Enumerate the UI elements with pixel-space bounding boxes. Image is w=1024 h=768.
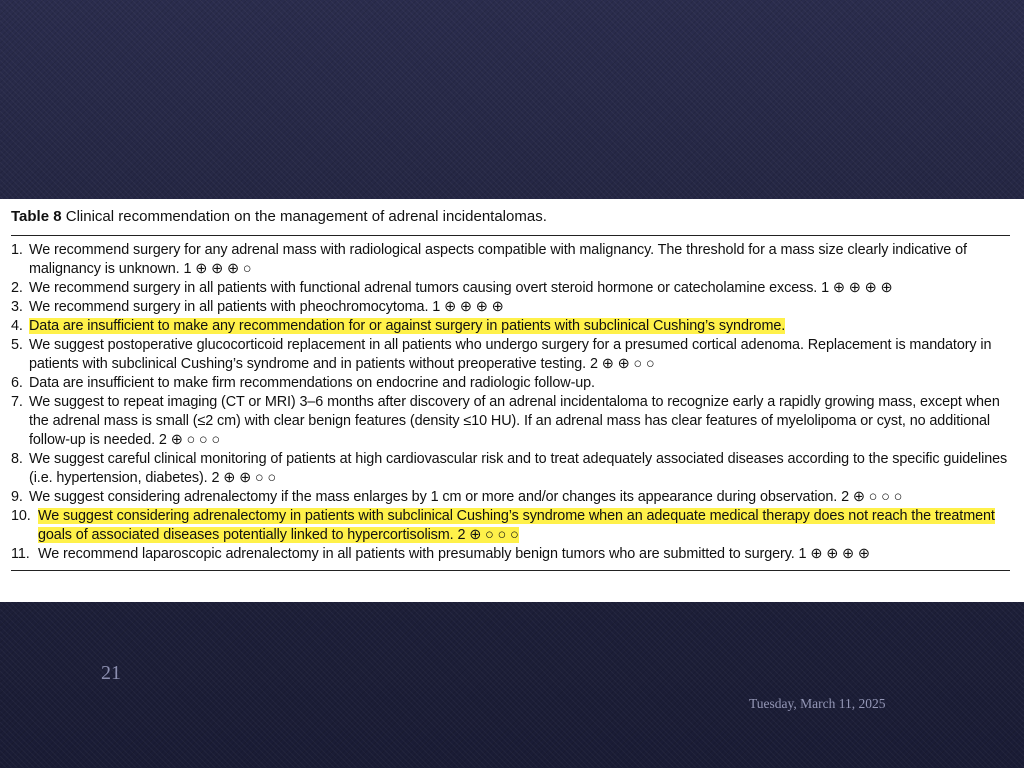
evidence-grade: 1 ⊕ ⊕ ⊕ ⊕ [432,299,504,315]
recommendation-body [29,280,892,296]
recommendation-body [29,375,595,391]
recommendation-text: We suggest to repeat imaging (CT or MRI) 3–6 months after discovery of an adrenal incidentaloma to recognize early a rapidly growing mass, except when the adrenal mass is small (≤2 cm) with clear benign features (density ≤10 HU). If an adrenal mass has clear features of myelolipoma or cyst, no additional follow-up is needed. [29,394,1000,448]
recommendation-list [11,241,1016,564]
recommendation-body [29,451,1007,486]
highlighted-recommendation-text [38,508,995,543]
evidence-grade: 2 ⊕ ○ ○ ○ [841,489,903,505]
table-bottom-rule [11,570,1010,571]
highlighted-recommendation-text [29,318,785,334]
recommendation-number: 11. [11,546,30,562]
recommendation-number: 3. [11,299,23,315]
recommendation-body [29,337,991,372]
recommendation-number: 8. [11,451,23,467]
recommendation-item [11,336,1016,374]
recommendation-body [29,299,504,315]
evidence-grade: 2 ⊕ ○ ○ ○ [158,432,221,448]
recommendation-number: 4. [11,318,23,334]
evidence-grade: 1 ⊕ ⊕ ⊕ ⊕ [798,546,870,562]
recommendation-number: 9. [11,489,23,505]
recommendation-body [38,546,870,562]
table-caption-text: Clinical recommendation on the management of adrenal incidentalomas. [65,208,547,225]
recommendation-item [11,488,1016,507]
recommendation-body [29,242,967,277]
table-caption [11,207,1016,231]
recommendation-item [11,317,1016,336]
recommendation-item [11,374,1016,393]
evidence-grade: 2 ⊕ ⊕ ○ ○ [211,470,277,486]
recommendation-text: We recommend laparoscopic adrenalectomy in all patients with presumably benign tumors who are submitted to surgery. [38,546,795,562]
slide-number: 21 [101,662,121,684]
table-panel [0,199,1024,602]
recommendation-text: We suggest considering adrenalectomy if the mass enlarges by 1 cm or more and/or changes its appearance during observation. [29,489,838,505]
evidence-grade: 1 ⊕ ⊕ ⊕ ⊕ [821,280,893,296]
evidence-grade: 1 ⊕ ⊕ ⊕ ○ [183,261,252,277]
recommendation-item [11,298,1016,317]
recommendation-body [29,489,902,505]
recommendation-number: 1. [11,242,23,258]
recommendation-number: 7. [11,394,23,410]
recommendation-item [11,393,1016,450]
evidence-grade: 2 ⊕ ○ ○ ○ [457,527,519,543]
recommendation-text: We recommend surgery for any adrenal mass with radiological aspects compatible with malignancy. The threshold for a mass size clearly indicative of malignancy is unknown. [29,242,967,277]
recommendation-number: 5. [11,337,23,353]
recommendation-text: We suggest postoperative glucocorticoid replacement in all patients who undergo surgery for a presumed cortical adenoma. Replacement is mandatory in patients with subclinical Cushing’s syndrome and in patients without preoperative testing. [29,337,992,372]
table-top-rule [11,235,1010,236]
recommendation-item [11,507,1016,545]
recommendation-item [11,241,1016,279]
recommendation-text: We recommend surgery in all patients with functional adrenal tumors causing overt steroid hormone or catecholamine excess. [29,280,818,296]
recommendation-number: 10. [11,508,31,524]
recommendation-text: We suggest careful clinical monitoring of patients at high cardiovascular risk and to treat adequately associated diseases according to the specific guidelines (i.e. hypertension, diabetes). [29,451,1008,486]
recommendation-item [11,279,1016,298]
recommendation-text: We recommend surgery in all patients with pheochromocytoma. [29,299,429,315]
recommendation-body [29,394,1000,448]
recommendation-item [11,450,1016,488]
table-caption-label: Table 8 [11,208,62,225]
recommendation-text: Data are insufficient to make any recommendation for or against surgery in patients with subclinical Cushing’s syndrome. [29,318,786,334]
evidence-grade: 2 ⊕ ⊕ ○ ○ [590,356,655,372]
recommendation-item [11,545,1016,564]
recommendation-text: We suggest considering adrenalectomy in patients with subclinical Cushing’s syndrome when an adequate medical therapy does not reach the treatment goals of associated diseases potentially linked to hypercortisolism. [38,508,995,543]
recommendation-text: Data are insufficient to make firm recommendations on endocrine and radiologic follow-up. [29,375,595,391]
recommendation-number: 2. [11,280,23,296]
slide-date: Tuesday, March 11, 2025 [749,696,886,711]
recommendation-number: 6. [11,375,23,391]
